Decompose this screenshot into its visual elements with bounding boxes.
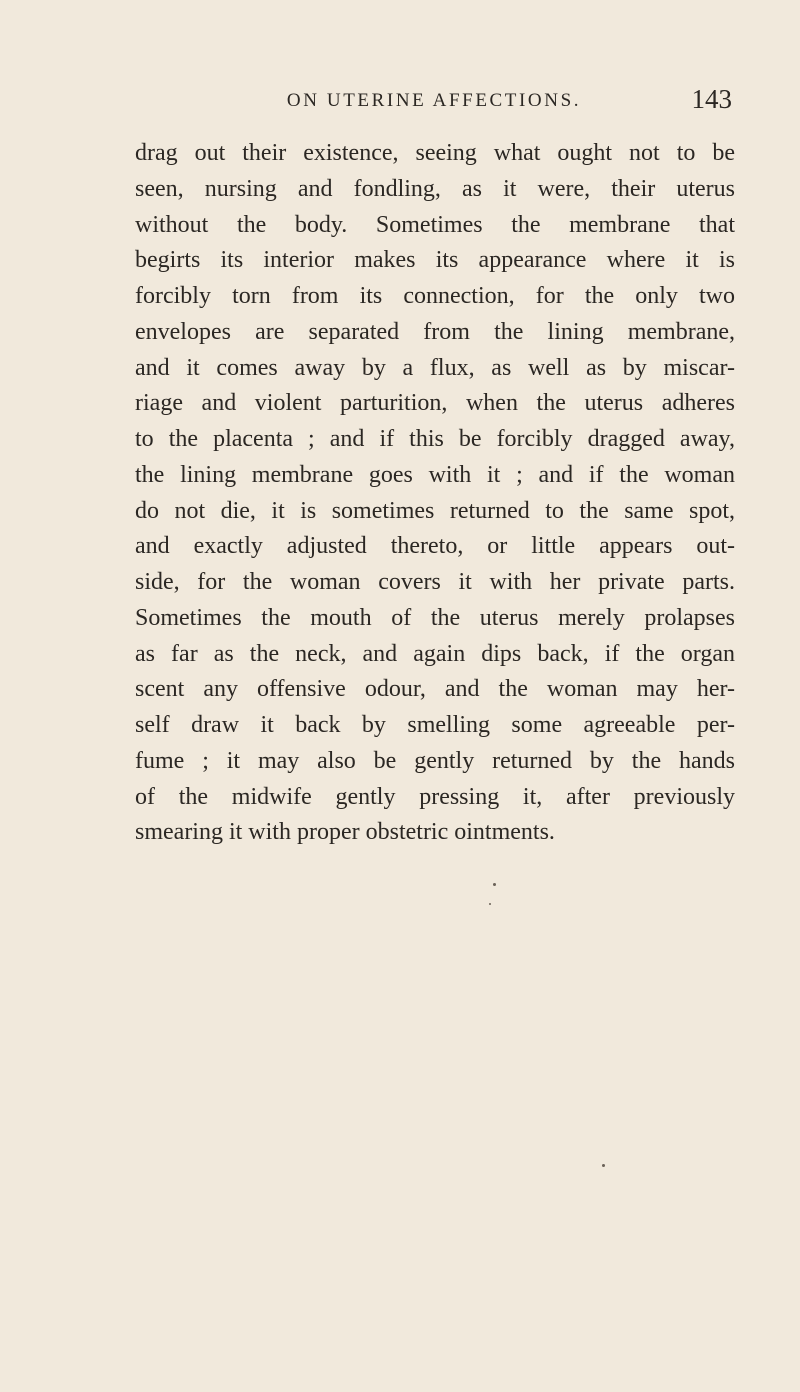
paper-speck — [489, 903, 491, 905]
body-text — [135, 136, 735, 851]
text-line: Sometimes the mouth of the uterus merely prolapses — [135, 604, 735, 631]
text-line: as far as the neck, and again dips back, if the organ — [135, 640, 735, 667]
text-line: forcibly torn from its connection, for the only two — [135, 283, 735, 309]
text-line: riage and violent parturition, when the uterus adheres — [135, 390, 735, 417]
text-line: and exactly adjusted thereto, or little appears out- — [135, 533, 735, 560]
paper-speck — [602, 1164, 605, 1167]
text-line: to the placenta ; and if this be forcibly dragged away, — [135, 426, 735, 452]
text-line: scent any offensive odour, and the woman may her- — [135, 676, 735, 703]
text-line: envelopes are separated from the lining membrane, — [135, 318, 735, 345]
text-line: of the midwife gently pressing it, after previously — [135, 783, 735, 810]
text-line: fume ; it may also be gently returned by the hands — [135, 747, 735, 774]
text-line: smearing it with proper obstetric ointments. — [135, 819, 555, 846]
text-line: seen, nursing and fondling, as it were, their uterus — [135, 175, 735, 202]
text-line: side, for the woman covers it with her private parts. — [135, 569, 735, 595]
paper-speck — [493, 883, 496, 886]
text-line: drag out their existence, seeing what ought not to be — [135, 140, 735, 166]
running-title: ON UTERINE AFFECTIONS. — [286, 90, 582, 111]
text-line: and it comes away by a flux, as well as by miscar- — [135, 354, 735, 381]
page-number: 143 — [691, 84, 732, 114]
running-head — [136, 86, 732, 120]
text-line: the lining membrane goes with it ; and if the woman — [135, 461, 735, 488]
text-line: begirts its interior makes its appearance where it is — [135, 247, 735, 274]
text-line: without the body. Sometimes the membrane that — [135, 211, 735, 238]
text-line: do not die, it is sometimes returned to the same spot, — [135, 497, 735, 524]
text-line: self draw it back by smelling some agreeable per- — [135, 712, 735, 738]
